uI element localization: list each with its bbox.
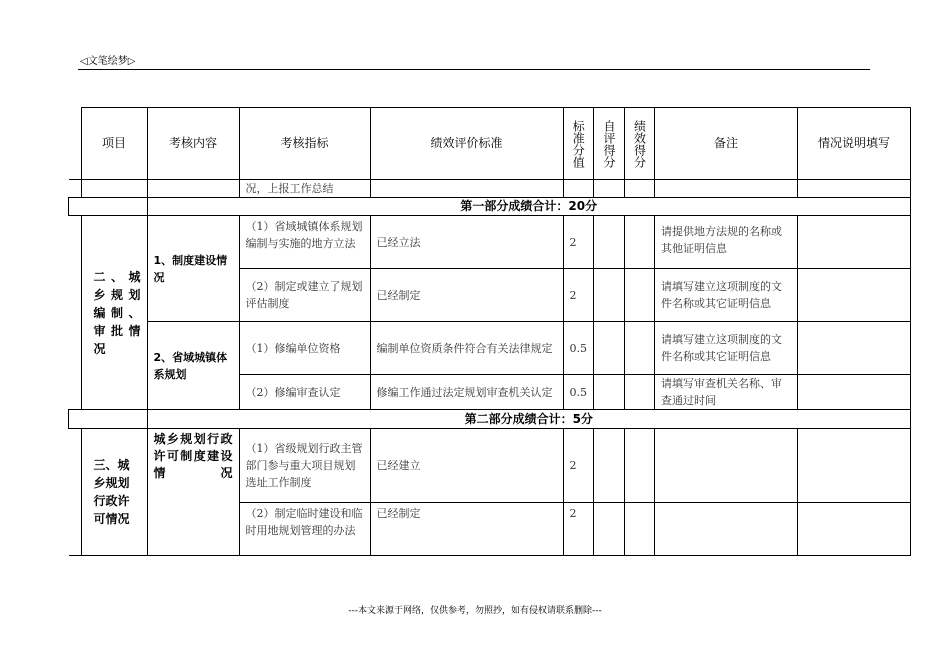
- cell-note: 请填写建立这项制度的文件名称或其它证明信息: [655, 322, 798, 375]
- cell-perf-score: [625, 269, 655, 322]
- cell-self-score: [594, 375, 625, 410]
- section-3-title: 三、城乡规划行政许可情况: [81, 429, 147, 556]
- table-row: [69, 429, 911, 503]
- cell-score: 0.5: [563, 322, 594, 375]
- cell-indicator: （1）省级规划行政主管部门参与重大项目规划选址工作制度: [239, 429, 370, 503]
- col-header-item: 项目: [81, 108, 147, 180]
- cell-perf-score: [625, 375, 655, 410]
- cell-note: [655, 180, 798, 198]
- cell-self-score: [594, 503, 625, 556]
- cell-score: 2: [563, 503, 594, 556]
- cell-self-score: [594, 269, 625, 322]
- cell-score: 0.5: [563, 375, 594, 410]
- cell-standard: [370, 180, 563, 198]
- cell-note: 请填写审查机关名称、审查通过时间: [655, 375, 798, 410]
- col-header-note: 备注: [655, 108, 798, 180]
- cell-standard: 已经制定: [370, 503, 563, 556]
- subtotal-left: [69, 198, 148, 216]
- cell-perf-score: [625, 503, 655, 556]
- cell-self-score: [594, 180, 625, 198]
- cell-score: 2: [563, 216, 594, 269]
- cell-note: 请提供地方法规的名称或其他证明信息: [655, 216, 798, 269]
- cell-explanation: [798, 375, 911, 410]
- col-header-standard: 绩效评价标准: [370, 108, 563, 180]
- cell-standard: 已经建立: [370, 429, 563, 503]
- cell-indicator: （1）省域城镇体系规划编制与实施的地方立法: [239, 216, 370, 269]
- header-logo: ◁文笔绘梦▷: [80, 56, 136, 67]
- row-gutter: [69, 180, 82, 198]
- cell-standard: 已经制定: [370, 269, 563, 322]
- table-row: [69, 216, 911, 269]
- header-rule: [78, 69, 870, 70]
- cell-explanation: [798, 216, 911, 269]
- table-row: [69, 322, 911, 375]
- cell-indicator: （2）修编审查认定: [239, 375, 370, 410]
- cell-item: [81, 180, 147, 198]
- footer-disclaimer: ---本文来源于网络，仅供参考，勿照抄，如有侵权请联系删除---: [348, 606, 602, 616]
- cell-score: 2: [563, 269, 594, 322]
- cell-indicator: （1）修编单位资格: [239, 322, 370, 375]
- col-header-performance-score: 绩效得分: [625, 108, 655, 180]
- row-gutter: [69, 216, 82, 410]
- cell-perf-score: [625, 180, 655, 198]
- cell-indicator: （2）制定临时建设和临时用地规划管理的办法: [239, 503, 370, 556]
- cell-standard: 已经立法: [370, 216, 563, 269]
- cell-explanation: [798, 429, 911, 503]
- cell-explanation: [798, 322, 911, 375]
- table-header-row: [69, 108, 911, 180]
- subtotal-row: [69, 198, 911, 216]
- cell-explanation: [798, 180, 911, 198]
- header-gutter: [69, 108, 82, 180]
- row-gutter: [69, 429, 82, 556]
- cell-standard: 编制单位资质条件符合有关法律规定: [370, 322, 563, 375]
- cell-note: 请填写建立这项制度的文件名称或其它证明信息: [655, 269, 798, 322]
- cell-indicator: 况，上报工作总结: [239, 180, 370, 198]
- cell-note: [655, 429, 798, 503]
- table-row: [69, 180, 911, 198]
- cell-perf-score: [625, 429, 655, 503]
- subtotal-1-text: 第一部分成绩合计：20分: [147, 198, 911, 216]
- cell-self-score: [594, 216, 625, 269]
- cell-score: 2: [563, 429, 594, 503]
- cell-perf-score: [625, 322, 655, 375]
- section-2-title: 二、城乡规划编制、审批情况: [81, 216, 147, 410]
- col-header-explanation: 情况说明填写: [798, 108, 911, 180]
- subtotal-row: [69, 410, 911, 429]
- cell-score: [563, 180, 594, 198]
- cell-content: [147, 180, 239, 198]
- col-header-indicator: 考核指标: [239, 108, 370, 180]
- cell-explanation: [798, 503, 911, 556]
- cell-self-score: [594, 322, 625, 375]
- section-2-group-1: 1、制度建设情况: [147, 216, 239, 322]
- col-header-self-score: 自评得分: [594, 108, 625, 180]
- assessment-table: [68, 107, 911, 556]
- cell-indicator: （2）制定或建立了规划评估制度: [239, 269, 370, 322]
- subtotal-2-text: 第二部分成绩合计：5分: [147, 410, 911, 429]
- cell-self-score: [594, 429, 625, 503]
- section-2-group-2: 2、省域城镇体系规划: [147, 322, 239, 410]
- section-3-content: 城乡规划行政许可制度建设情况: [147, 429, 239, 556]
- cell-perf-score: [625, 216, 655, 269]
- col-header-standard-score: 标准分值: [563, 108, 594, 180]
- cell-explanation: [798, 269, 911, 322]
- subtotal-left: [69, 410, 148, 429]
- col-header-content: 考核内容: [147, 108, 239, 180]
- cell-note: [655, 503, 798, 556]
- cell-standard: 修编工作通过法定规划审查机关认定: [370, 375, 563, 410]
